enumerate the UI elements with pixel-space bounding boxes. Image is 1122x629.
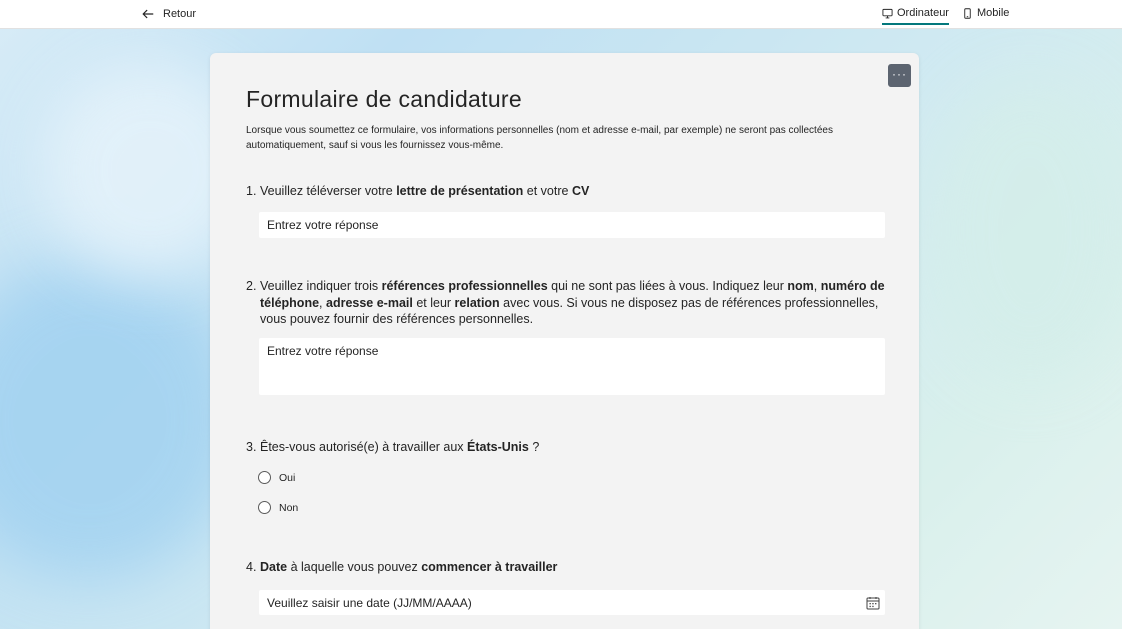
answer-input-2[interactable] (259, 338, 885, 395)
radio-button[interactable] (258, 501, 271, 514)
back-label: Retour (163, 8, 197, 20)
question-text: Veuillez téléverser votre lettre de présentation et votre CV (260, 184, 590, 198)
radio-label: Oui (279, 471, 296, 484)
question-1 (246, 183, 888, 200)
calendar-icon[interactable] (866, 596, 880, 610)
back-button[interactable] (141, 5, 196, 23)
answer-input-1[interactable] (259, 212, 885, 238)
more-options-button[interactable] (888, 64, 911, 87)
tab-desktop-label: Ordinateur (897, 7, 949, 19)
monitor-icon (882, 8, 893, 19)
question-text: Date à laquelle vous pouvez commencer à travailler (260, 560, 558, 574)
radio-option-oui[interactable] (258, 471, 295, 484)
question-number: 1. (246, 184, 257, 198)
question-number: 4. (246, 560, 257, 574)
radio-label: Non (279, 501, 299, 514)
privacy-notice: Lorsque vous soumettez ce formulaire, vos informations personnelles (nom et adresse e-mail, par exemple) ne seront pas collectées automatiquement, sauf si vous les fournissez vous-même. (246, 125, 833, 151)
question-3 (246, 439, 888, 456)
question-text: Êtes-vous autorisé(e) à travailler aux États-Unis ? (260, 440, 540, 454)
background-blob-right (930, 80, 1122, 380)
radio-option-non[interactable] (258, 501, 298, 514)
tab-mobile-label: Mobile (977, 7, 1010, 19)
arrow-left-icon (141, 7, 155, 21)
date-input[interactable] (259, 590, 885, 615)
top-bar (0, 0, 1122, 29)
form-title: Formulaire de candidature (246, 86, 522, 112)
form-card (210, 53, 919, 629)
question-number: 2. (246, 279, 257, 293)
tab-desktop-view[interactable] (882, 5, 949, 25)
background-blob-blue (0, 260, 240, 580)
question-text: Veuillez indiquer trois références professionnelles qui ne sont pas liées à vous. Indiquez leur nom, numéro de téléphone, adresse e-mail et leur relation avec vous. Si vous ne disposez pas de références professionnelles, vous pouvez fournir des références personnelles. (260, 279, 885, 326)
radio-button[interactable] (258, 471, 271, 484)
question-number: 3. (246, 440, 257, 454)
tab-mobile-view[interactable] (962, 5, 1009, 25)
question-4 (246, 559, 888, 576)
question-2 (246, 278, 888, 328)
ellipsis-icon: ··· (892, 66, 907, 81)
phone-icon (962, 8, 973, 19)
